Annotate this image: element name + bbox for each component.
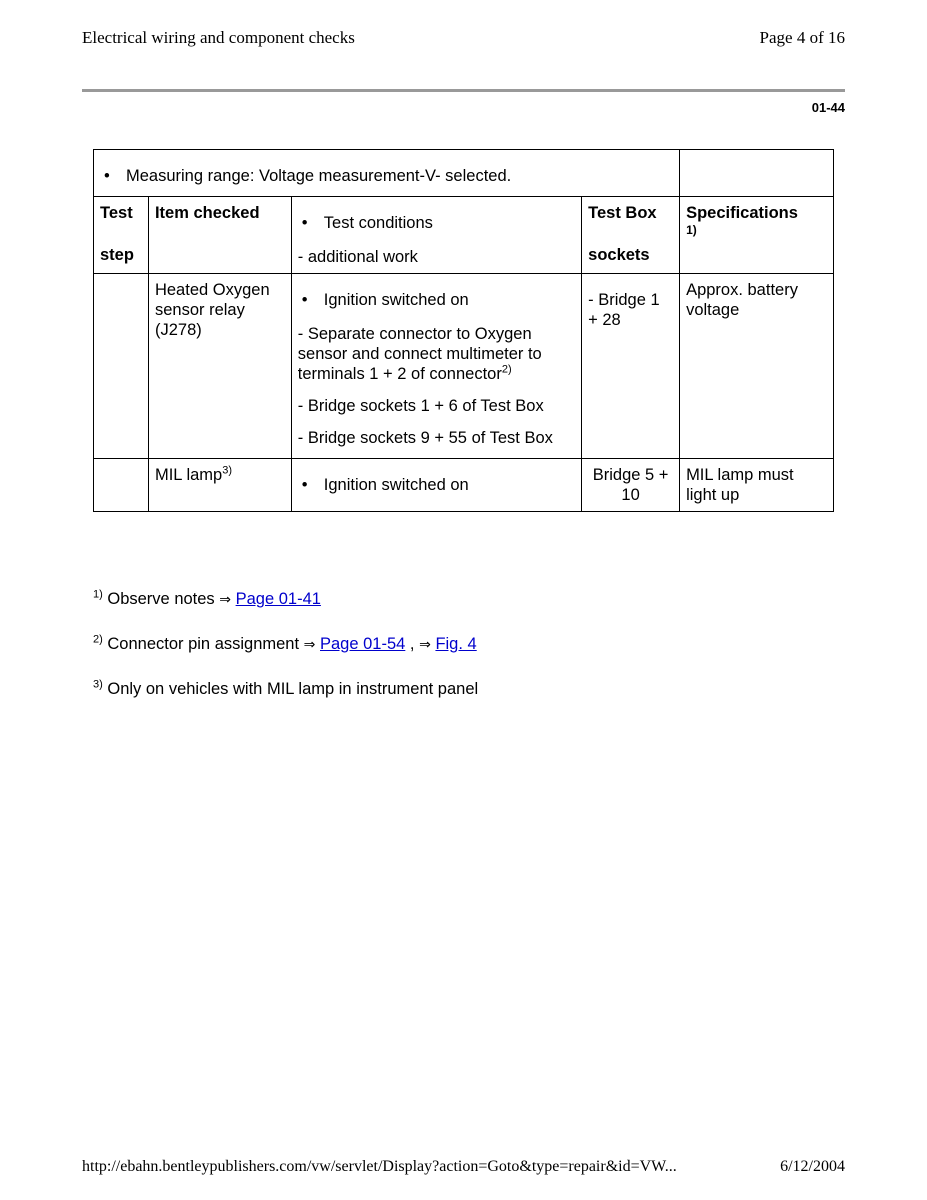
- col-sockets-line1: Test Box: [588, 204, 657, 222]
- bullet-icon: [298, 290, 324, 310]
- table-note-row: [94, 150, 834, 197]
- footnote-2-separator: ,: [409, 635, 415, 653]
- col-test-step: [94, 197, 149, 274]
- empty-cell: [680, 150, 834, 197]
- row2-item: MIL lamp$^{3)}$: [148, 459, 291, 512]
- row2-bullet: Ignition switched on: [323, 476, 469, 494]
- col-sockets: [582, 197, 680, 274]
- footnote-3-mark: 3): [93, 678, 103, 691]
- row1-note-sup: 2): [501, 363, 512, 376]
- row1-sockets: - Bridge 1 + 28: [582, 274, 680, 459]
- bullet-icon: [298, 475, 324, 495]
- footnote-1: [93, 590, 321, 609]
- link-fig-4[interactable]: Fig. 4: [435, 635, 477, 653]
- footnote-1-mark: 1): [93, 588, 103, 601]
- row1-step: [94, 274, 149, 459]
- row1-conditions: [291, 274, 581, 459]
- row2-spec: MIL lamp must light up: [680, 459, 834, 512]
- footnote-3: [93, 680, 478, 699]
- col-item-checked-label: Item checked: [154, 204, 260, 222]
- measuring-range-text: Measuring range: Voltage measurement-V- selected.: [126, 167, 512, 185]
- arrow-right-icon: ⇒: [303, 637, 316, 653]
- footer-url: http://ebahn.bentleypublishers.com/vw/servlet/Display?action=Goto&type=repair&id=VW...: [82, 1158, 677, 1175]
- col-conditions: [291, 197, 581, 274]
- row2-step: [94, 459, 149, 512]
- footnote-2-mark: 2): [93, 633, 103, 646]
- section-code: 01-44: [811, 100, 845, 115]
- arrow-right-icon: ⇒: [219, 592, 232, 608]
- row2-conditions: [291, 459, 581, 512]
- row1-spec: Approx. battery voltage: [680, 274, 834, 459]
- col-conditions-sub: - additional work: [297, 248, 418, 266]
- footnote-2-text: Connector pin assignment: [107, 635, 300, 653]
- footnote-3-text: Only on vehicles with MIL lamp in instrument panel: [107, 680, 479, 698]
- link-page-01-54[interactable]: Page 01-54: [320, 635, 406, 653]
- table-row: [94, 274, 834, 459]
- col-item-checked: [148, 197, 291, 274]
- document-title: Electrical wiring and component checks: [82, 28, 355, 47]
- test-table: [93, 149, 834, 512]
- col-conditions-label: Test conditions: [323, 214, 433, 232]
- table-row: [94, 459, 834, 512]
- measuring-range-cell: [94, 150, 680, 197]
- row2-sockets: Bridge 5 + 10: [582, 459, 680, 512]
- row2-item-sup: 3): [222, 464, 232, 477]
- col-specifications: [680, 197, 834, 274]
- bullet-icon: [298, 213, 324, 233]
- row1-note-1: - Separate connector to Oxygen sensor and connect multimeter to terminals 1 + 2 of connector$^{2)}$: [297, 325, 542, 383]
- col-test-step-line2: step: [100, 246, 134, 264]
- row1-note-2: - Bridge sockets 1 + 6 of Test Box: [297, 397, 544, 415]
- col-test-step-line1: Test: [100, 204, 133, 222]
- header-divider: [82, 89, 845, 92]
- row1-item: Heated Oxygen sensor relay (J278): [148, 274, 291, 459]
- row1-bullet: Ignition switched on: [323, 291, 469, 309]
- bullet-icon: [100, 166, 126, 186]
- col-sockets-line2: sockets: [588, 246, 650, 264]
- row1-note-3: - Bridge sockets 9 + 55 of Test Box: [297, 429, 553, 447]
- footer-date: 6/12/2004: [780, 1158, 845, 1175]
- footnote-2: [93, 635, 477, 654]
- footnote-1-text: Observe notes: [107, 590, 215, 608]
- table-header-row: [94, 197, 834, 274]
- arrow-right-icon: ⇒: [419, 637, 431, 653]
- link-page-01-41[interactable]: Page 01-41: [235, 590, 321, 608]
- col-specifications-label: Specifications: [686, 204, 798, 222]
- page-number: Page 4 of 16: [759, 28, 845, 47]
- col-specifications-note: 1): [686, 223, 697, 237]
